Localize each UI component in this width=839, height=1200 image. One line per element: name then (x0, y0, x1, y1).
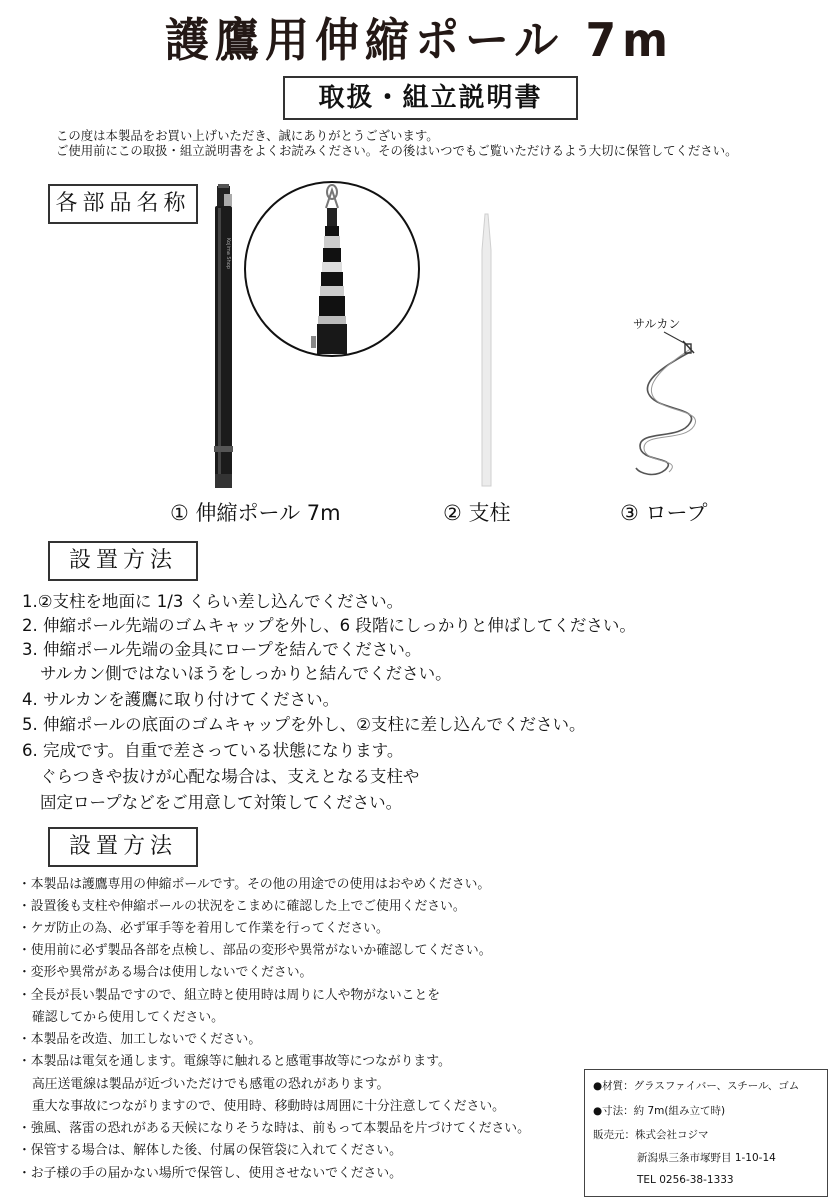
caution-item: ・ケガ防止の為、必ず軍手等を着用して作業を行ってください。 (18, 921, 389, 936)
caution-item: 重大な事故につながりますので、使用時、移動時は周囲に十分注意してください。 (32, 1099, 505, 1114)
setup-step: 5. 伸縮ポールの底面のゴムキャップを外し、②支柱に差し込んでください。 (22, 715, 586, 734)
setup-step: 2. 伸縮ポール先端のゴムキャップを外し、6 段階にしっかりと伸ばしてください。 (22, 616, 636, 635)
caution-item: ・強風、落雷の恐れがある天候になりそうな時は、前もって本製品を片づけてください。 (18, 1121, 530, 1136)
pole-tip-zoom-image (245, 182, 419, 356)
part-caption-pole: ① 伸縮ポール 7m (170, 501, 341, 525)
setup-step: 固定ロープなどをご用意して対策してください。 (40, 793, 403, 812)
document-subtitle: 取扱・組立説明書 (283, 76, 578, 120)
caution-item: ・使用前に必ず製品各部を点検し、部品の変形や異常がないか確認してください。 (18, 943, 492, 958)
spec-address: 新潟県三条市塚野目 1-10-14 (637, 1152, 776, 1164)
setup-step: 4. サルカンを護鷹に取り付けてください。 (22, 690, 340, 709)
caution-item: ・変形や異常がある場合は使用しないでください。 (18, 965, 313, 980)
spec-size: ●寸法：約 7m(組み立て時) (593, 1105, 726, 1117)
setup-step: 6. 完成です。自重で差さっている状態になります。 (22, 741, 404, 760)
caution-item: ・全長が長い製品ですので、組立時と使用時は周りに人や物がないことを (18, 988, 441, 1003)
setup-step: サルカン側ではないほうをしっかりと結んでください。 (40, 664, 452, 683)
page-title: 護鷹用伸縮ポール 7m (165, 13, 674, 68)
svg-text:Kojima Shop: Kojima Shop (225, 238, 231, 269)
intro-text (56, 128, 737, 158)
support-stake-image (482, 214, 491, 486)
caution-item: ・設置後も支柱や伸縮ポールの状況をこまめに確認した上でご使用ください。 (18, 899, 466, 914)
rope-image (636, 332, 696, 474)
intro-line: この度は本製品をお買い上げいただき、誠にありがとうございます。 (56, 128, 439, 143)
caution-item: ・本製品は護鷹専用の伸縮ポールです。その他の用途での使用はおやめください。 (18, 877, 491, 892)
setup-step: 1.②支柱を地面に 1/3 くらい差し込んでください。 (22, 592, 404, 611)
intro-line: ご使用前にこの取扱・組立説明書をよくお読みください。その後はいつでもご覧いただけるよう大切に保管してください。 (56, 143, 738, 158)
caution-item: 高圧送電線は製品が近づいただけでも感電の恐れがあります。 (32, 1077, 390, 1092)
parts-illustration (0, 178, 839, 518)
caution-item: 確認してから使用してください。 (32, 1010, 224, 1025)
caution-item: ・本製品を改造、加工しないでください。 (18, 1032, 262, 1047)
parts-heading: 各部品名称 (48, 184, 198, 224)
setup-step: 3. 伸縮ポール先端の金具にロープを結んでください。 (22, 640, 422, 659)
part-caption-stake: ② 支柱 (443, 501, 511, 525)
setup-heading: 設置方法 (48, 541, 198, 581)
caution-item: ・保管する場合は、解体した後、付属の保管袋に入れてください。 (18, 1143, 402, 1158)
spec-box (584, 1069, 828, 1197)
part-caption-rope: ③ ロープ (620, 501, 708, 525)
spec-tel: TEL 0256-38-1333 (637, 1174, 734, 1186)
telescopic-pole-image (214, 184, 233, 488)
caution-heading: 設置方法 (48, 827, 198, 867)
setup-step: ぐらつきや抜けが心配な場合は、支えとなる支柱や (40, 767, 420, 786)
spec-material: ●材質：グラスファイバー、スチール、ゴム (593, 1080, 800, 1092)
swivel-label: サルカン (633, 317, 681, 331)
spec-seller: 販売元：株式会社コジマ (593, 1129, 709, 1141)
caution-item: ・本製品は電気を通します。電線等に触れると感電事故等につながります。 (18, 1054, 451, 1069)
caution-item: ・お子様の手の届かない場所で保管し、使用させないでください。 (18, 1166, 402, 1181)
